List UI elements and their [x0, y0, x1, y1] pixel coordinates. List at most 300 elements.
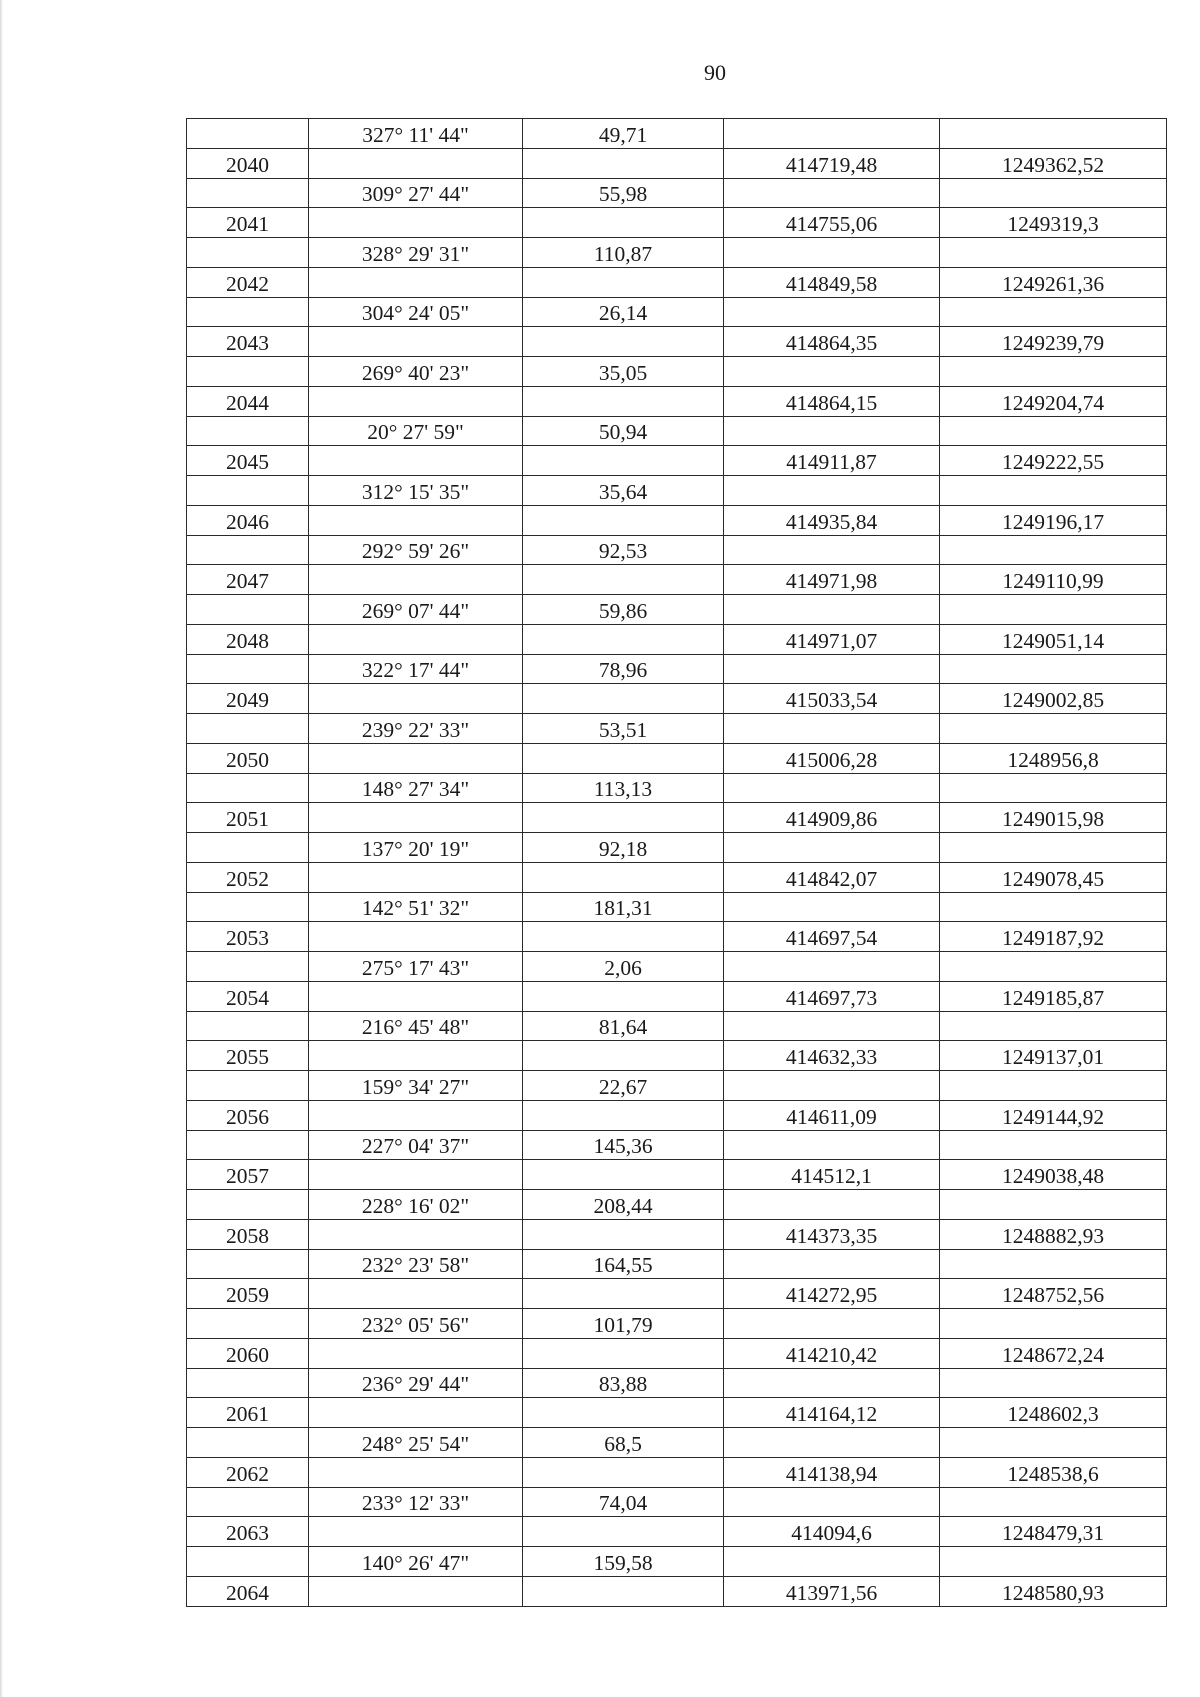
segment-row [187, 714, 1167, 744]
segment-row [187, 1428, 1167, 1458]
y-coordinate-cell [940, 1249, 1167, 1279]
x-coordinate-cell [724, 535, 940, 565]
x-coordinate-cell [724, 833, 940, 863]
distance-cell: 110,87 [523, 238, 724, 268]
x-coordinate-cell [724, 416, 940, 446]
y-coordinate-cell: 1249222,55 [940, 446, 1167, 476]
distance-cell: 101,79 [523, 1309, 724, 1339]
distance-cell: 74,04 [523, 1487, 724, 1517]
point-id-cell: 2043 [187, 327, 309, 357]
x-coordinate-cell: 414697,54 [724, 922, 940, 952]
y-coordinate-cell [940, 952, 1167, 982]
distance-cell: 22,67 [523, 1071, 724, 1101]
x-coordinate-cell [724, 654, 940, 684]
segment-row [187, 416, 1167, 446]
point-id-cell: 2062 [187, 1457, 309, 1487]
x-coordinate-cell [724, 357, 940, 387]
bearing-cell [309, 565, 523, 595]
distance-cell: 26,14 [523, 297, 724, 327]
bearing-cell: 227° 04' 37" [309, 1130, 523, 1160]
point-id-cell [187, 1190, 309, 1220]
distance-cell: 53,51 [523, 714, 724, 744]
point-row [187, 1398, 1167, 1428]
point-row [187, 803, 1167, 833]
point-id-cell [187, 773, 309, 803]
distance-cell: 83,88 [523, 1368, 724, 1398]
point-id-cell: 2049 [187, 684, 309, 714]
segment-row [187, 119, 1167, 149]
point-id-cell [187, 535, 309, 565]
point-row [187, 565, 1167, 595]
bearing-cell: 216° 45' 48" [309, 1011, 523, 1041]
point-id-cell: 2040 [187, 148, 309, 178]
segment-row [187, 952, 1167, 982]
x-coordinate-cell [724, 773, 940, 803]
segment-row [187, 357, 1167, 387]
bearing-cell: 269° 40' 23" [309, 357, 523, 387]
point-id-cell: 2060 [187, 1338, 309, 1368]
y-coordinate-cell [940, 595, 1167, 625]
point-id-cell: 2056 [187, 1100, 309, 1130]
segment-row [187, 833, 1167, 863]
bearing-cell: 292° 59' 26" [309, 535, 523, 565]
x-coordinate-cell: 414272,95 [724, 1279, 940, 1309]
segment-row [187, 892, 1167, 922]
point-row [187, 327, 1167, 357]
segment-row [187, 1368, 1167, 1398]
segment-row [187, 773, 1167, 803]
bearing-cell [309, 208, 523, 238]
distance-cell: 78,96 [523, 654, 724, 684]
point-id-cell: 2048 [187, 624, 309, 654]
x-coordinate-cell [724, 119, 940, 149]
x-coordinate-cell [724, 1249, 940, 1279]
bearing-cell [309, 803, 523, 833]
point-id-cell: 2042 [187, 267, 309, 297]
point-id-cell [187, 1249, 309, 1279]
segment-row [187, 1011, 1167, 1041]
y-coordinate-cell [940, 357, 1167, 387]
distance-cell: 50,94 [523, 416, 724, 446]
bearing-cell [309, 1457, 523, 1487]
distance-cell: 59,86 [523, 595, 724, 625]
x-coordinate-cell [724, 1071, 940, 1101]
y-coordinate-cell: 1249204,74 [940, 386, 1167, 416]
bearing-cell: 248° 25' 54" [309, 1428, 523, 1458]
point-row [187, 1457, 1167, 1487]
point-id-cell: 2059 [187, 1279, 309, 1309]
y-coordinate-cell: 1249015,98 [940, 803, 1167, 833]
x-coordinate-cell: 414512,1 [724, 1160, 940, 1190]
point-row [187, 1576, 1167, 1606]
y-coordinate-cell [940, 892, 1167, 922]
y-coordinate-cell: 1249196,17 [940, 505, 1167, 535]
distance-cell [523, 1160, 724, 1190]
coordinates-table [186, 118, 1167, 1607]
y-coordinate-cell: 1249110,99 [940, 565, 1167, 595]
bearing-cell [309, 446, 523, 476]
distance-cell [523, 1041, 724, 1071]
distance-cell: 2,06 [523, 952, 724, 982]
x-coordinate-cell [724, 297, 940, 327]
bearing-cell [309, 922, 523, 952]
bearing-cell [309, 1338, 523, 1368]
y-coordinate-cell: 1248672,24 [940, 1338, 1167, 1368]
bearing-cell [309, 505, 523, 535]
point-row [187, 743, 1167, 773]
distance-cell [523, 624, 724, 654]
point-row [187, 1279, 1167, 1309]
bearing-cell [309, 862, 523, 892]
y-coordinate-cell [940, 476, 1167, 506]
point-row [187, 1338, 1167, 1368]
point-id-cell [187, 1130, 309, 1160]
bearing-cell [309, 1398, 523, 1428]
point-id-cell [187, 416, 309, 446]
y-coordinate-cell [940, 1071, 1167, 1101]
point-id-cell [187, 952, 309, 982]
distance-cell: 35,05 [523, 357, 724, 387]
x-coordinate-cell [724, 178, 940, 208]
y-coordinate-cell [940, 1368, 1167, 1398]
bearing-cell [309, 1041, 523, 1071]
bearing-cell [309, 1279, 523, 1309]
point-id-cell: 2045 [187, 446, 309, 476]
point-id-cell: 2044 [187, 386, 309, 416]
point-id-cell [187, 1368, 309, 1398]
distance-cell [523, 208, 724, 238]
bearing-cell: 304° 24' 05" [309, 297, 523, 327]
distance-cell [523, 565, 724, 595]
distance-cell [523, 1398, 724, 1428]
y-coordinate-cell [940, 1487, 1167, 1517]
y-coordinate-cell [940, 238, 1167, 268]
y-coordinate-cell: 1249185,87 [940, 981, 1167, 1011]
y-coordinate-cell: 1249239,79 [940, 327, 1167, 357]
bearing-cell: 322° 17' 44" [309, 654, 523, 684]
point-id-cell: 2053 [187, 922, 309, 952]
y-coordinate-cell [940, 416, 1167, 446]
distance-cell [523, 1338, 724, 1368]
segment-row [187, 1309, 1167, 1339]
point-id-cell: 2050 [187, 743, 309, 773]
y-coordinate-cell: 1249144,92 [940, 1100, 1167, 1130]
y-coordinate-cell: 1248956,8 [940, 743, 1167, 773]
bearing-cell: 275° 17' 43" [309, 952, 523, 982]
x-coordinate-cell: 414373,35 [724, 1219, 940, 1249]
bearing-cell [309, 981, 523, 1011]
bearing-cell [309, 1517, 523, 1547]
distance-cell [523, 981, 724, 1011]
segment-row [187, 1071, 1167, 1101]
segment-row [187, 238, 1167, 268]
point-row [187, 1517, 1167, 1547]
bearing-cell: 236° 29' 44" [309, 1368, 523, 1398]
y-coordinate-cell [940, 1190, 1167, 1220]
bearing-cell: 233° 12' 33" [309, 1487, 523, 1517]
point-id-cell [187, 1011, 309, 1041]
bearing-cell [309, 1100, 523, 1130]
x-coordinate-cell: 414755,06 [724, 208, 940, 238]
x-coordinate-cell: 414864,35 [724, 327, 940, 357]
distance-cell: 81,64 [523, 1011, 724, 1041]
y-coordinate-cell: 1248479,31 [940, 1517, 1167, 1547]
point-row [187, 446, 1167, 476]
y-coordinate-cell: 1249078,45 [940, 862, 1167, 892]
point-id-cell [187, 1487, 309, 1517]
y-coordinate-cell: 1249187,92 [940, 922, 1167, 952]
x-coordinate-cell: 414697,73 [724, 981, 940, 1011]
point-id-cell [187, 1071, 309, 1101]
point-id-cell [187, 476, 309, 506]
distance-cell: 68,5 [523, 1428, 724, 1458]
point-id-cell [187, 297, 309, 327]
page-number: 90 [704, 60, 726, 85]
segment-row [187, 535, 1167, 565]
point-id-cell: 2064 [187, 1576, 309, 1606]
bearing-cell: 312° 15' 35" [309, 476, 523, 506]
distance-cell [523, 1100, 724, 1130]
distance-cell [523, 386, 724, 416]
x-coordinate-cell: 414911,87 [724, 446, 940, 476]
distance-cell: 55,98 [523, 178, 724, 208]
x-coordinate-cell [724, 952, 940, 982]
x-coordinate-cell: 414210,42 [724, 1338, 940, 1368]
y-coordinate-cell [940, 773, 1167, 803]
x-coordinate-cell: 414971,07 [724, 624, 940, 654]
bearing-cell [309, 743, 523, 773]
point-id-cell [187, 357, 309, 387]
y-coordinate-cell: 1249137,01 [940, 1041, 1167, 1071]
bearing-cell [309, 684, 523, 714]
point-id-cell: 2054 [187, 981, 309, 1011]
point-id-cell: 2058 [187, 1219, 309, 1249]
y-coordinate-cell: 1248538,6 [940, 1457, 1167, 1487]
distance-cell [523, 922, 724, 952]
point-id-cell: 2063 [187, 1517, 309, 1547]
y-coordinate-cell [940, 119, 1167, 149]
y-coordinate-cell [940, 1130, 1167, 1160]
distance-cell: 49,71 [523, 119, 724, 149]
y-coordinate-cell: 1248602,3 [940, 1398, 1167, 1428]
distance-cell: 92,53 [523, 535, 724, 565]
x-coordinate-cell [724, 892, 940, 922]
distance-cell: 113,13 [523, 773, 724, 803]
x-coordinate-cell: 415033,54 [724, 684, 940, 714]
point-id-cell [187, 654, 309, 684]
x-coordinate-cell [724, 1547, 940, 1577]
distance-cell [523, 743, 724, 773]
point-id-cell: 2046 [187, 505, 309, 535]
point-row [187, 505, 1167, 535]
segment-row [187, 1190, 1167, 1220]
point-row [187, 386, 1167, 416]
x-coordinate-cell [724, 238, 940, 268]
point-id-cell [187, 1547, 309, 1577]
x-coordinate-cell [724, 1487, 940, 1517]
distance-cell: 35,64 [523, 476, 724, 506]
point-id-cell: 2041 [187, 208, 309, 238]
segment-row [187, 178, 1167, 208]
y-coordinate-cell [940, 1309, 1167, 1339]
segment-row [187, 1130, 1167, 1160]
segment-row [187, 654, 1167, 684]
distance-cell [523, 1517, 724, 1547]
bearing-cell [309, 624, 523, 654]
y-coordinate-cell: 1248752,56 [940, 1279, 1167, 1309]
x-coordinate-cell [724, 476, 940, 506]
x-coordinate-cell: 414864,15 [724, 386, 940, 416]
y-coordinate-cell [940, 833, 1167, 863]
distance-cell [523, 446, 724, 476]
y-coordinate-cell: 1249261,36 [940, 267, 1167, 297]
x-coordinate-cell: 414935,84 [724, 505, 940, 535]
x-coordinate-cell [724, 1011, 940, 1041]
bearing-cell: 148° 27' 34" [309, 773, 523, 803]
point-id-cell: 2051 [187, 803, 309, 833]
bearing-cell: 269° 07' 44" [309, 595, 523, 625]
bearing-cell [309, 148, 523, 178]
segment-row [187, 1547, 1167, 1577]
distance-cell [523, 1219, 724, 1249]
x-coordinate-cell [724, 595, 940, 625]
bearing-cell [309, 1219, 523, 1249]
point-row [187, 1160, 1167, 1190]
bearing-cell: 20° 27' 59" [309, 416, 523, 446]
distance-cell: 159,58 [523, 1547, 724, 1577]
bearing-cell [309, 386, 523, 416]
bearing-cell: 228° 16' 02" [309, 1190, 523, 1220]
x-coordinate-cell: 414971,98 [724, 565, 940, 595]
point-row [187, 148, 1167, 178]
bearing-cell: 140° 26' 47" [309, 1547, 523, 1577]
x-coordinate-cell [724, 1368, 940, 1398]
y-coordinate-cell [940, 1428, 1167, 1458]
y-coordinate-cell: 1249002,85 [940, 684, 1167, 714]
y-coordinate-cell: 1249051,14 [940, 624, 1167, 654]
coordinates-table-body [187, 119, 1167, 1607]
x-coordinate-cell: 414164,12 [724, 1398, 940, 1428]
point-id-cell: 2061 [187, 1398, 309, 1428]
point-id-cell [187, 595, 309, 625]
y-coordinate-cell [940, 178, 1167, 208]
point-row [187, 1100, 1167, 1130]
bearing-cell [309, 267, 523, 297]
scan-edge-shadow [0, 0, 3, 1697]
point-id-cell [187, 1428, 309, 1458]
x-coordinate-cell: 414094,6 [724, 1517, 940, 1547]
x-coordinate-cell: 414909,86 [724, 803, 940, 833]
distance-cell: 164,55 [523, 1249, 724, 1279]
bearing-cell [309, 327, 523, 357]
point-id-cell [187, 714, 309, 744]
point-row [187, 922, 1167, 952]
distance-cell [523, 267, 724, 297]
y-coordinate-cell [940, 1011, 1167, 1041]
distance-cell [523, 862, 724, 892]
point-id-cell [187, 1309, 309, 1339]
x-coordinate-cell: 414842,07 [724, 862, 940, 892]
bearing-cell: 239° 22' 33" [309, 714, 523, 744]
distance-cell [523, 148, 724, 178]
point-id-cell: 2047 [187, 565, 309, 595]
y-coordinate-cell: 1248882,93 [940, 1219, 1167, 1249]
x-coordinate-cell [724, 1428, 940, 1458]
point-row [187, 862, 1167, 892]
bearing-cell: 232° 23' 58" [309, 1249, 523, 1279]
point-row [187, 981, 1167, 1011]
distance-cell: 145,36 [523, 1130, 724, 1160]
y-coordinate-cell: 1248580,93 [940, 1576, 1167, 1606]
y-coordinate-cell [940, 297, 1167, 327]
segment-row [187, 595, 1167, 625]
x-coordinate-cell: 413971,56 [724, 1576, 940, 1606]
bearing-cell: 232° 05' 56" [309, 1309, 523, 1339]
x-coordinate-cell: 414849,58 [724, 267, 940, 297]
y-coordinate-cell [940, 714, 1167, 744]
bearing-cell: 327° 11' 44" [309, 119, 523, 149]
y-coordinate-cell [940, 535, 1167, 565]
point-id-cell: 2052 [187, 862, 309, 892]
distance-cell [523, 1279, 724, 1309]
x-coordinate-cell: 414138,94 [724, 1457, 940, 1487]
distance-cell: 181,31 [523, 892, 724, 922]
x-coordinate-cell [724, 1309, 940, 1339]
segment-row [187, 297, 1167, 327]
point-id-cell: 2055 [187, 1041, 309, 1071]
segment-row [187, 476, 1167, 506]
point-id-cell: 2057 [187, 1160, 309, 1190]
distance-cell: 208,44 [523, 1190, 724, 1220]
bearing-cell: 142° 51' 32" [309, 892, 523, 922]
point-row [187, 1041, 1167, 1071]
distance-cell [523, 803, 724, 833]
point-row [187, 684, 1167, 714]
segment-row [187, 1487, 1167, 1517]
point-id-cell [187, 178, 309, 208]
x-coordinate-cell: 414611,09 [724, 1100, 940, 1130]
bearing-cell: 309° 27' 44" [309, 178, 523, 208]
distance-cell [523, 327, 724, 357]
y-coordinate-cell [940, 1547, 1167, 1577]
bearing-cell: 328° 29' 31" [309, 238, 523, 268]
segment-row [187, 1249, 1167, 1279]
point-row [187, 208, 1167, 238]
point-id-cell [187, 833, 309, 863]
distance-cell [523, 505, 724, 535]
distance-cell [523, 1576, 724, 1606]
point-row [187, 624, 1167, 654]
point-id-cell [187, 238, 309, 268]
bearing-cell [309, 1160, 523, 1190]
y-coordinate-cell: 1249319,3 [940, 208, 1167, 238]
distance-cell [523, 684, 724, 714]
distance-cell [523, 1457, 724, 1487]
x-coordinate-cell: 414632,33 [724, 1041, 940, 1071]
x-coordinate-cell [724, 1190, 940, 1220]
x-coordinate-cell [724, 714, 940, 744]
point-row [187, 1219, 1167, 1249]
point-id-cell [187, 892, 309, 922]
x-coordinate-cell: 414719,48 [724, 148, 940, 178]
y-coordinate-cell: 1249038,48 [940, 1160, 1167, 1190]
y-coordinate-cell: 1249362,52 [940, 148, 1167, 178]
bearing-cell [309, 1576, 523, 1606]
x-coordinate-cell: 415006,28 [724, 743, 940, 773]
distance-cell: 92,18 [523, 833, 724, 863]
point-row [187, 267, 1167, 297]
y-coordinate-cell [940, 654, 1167, 684]
